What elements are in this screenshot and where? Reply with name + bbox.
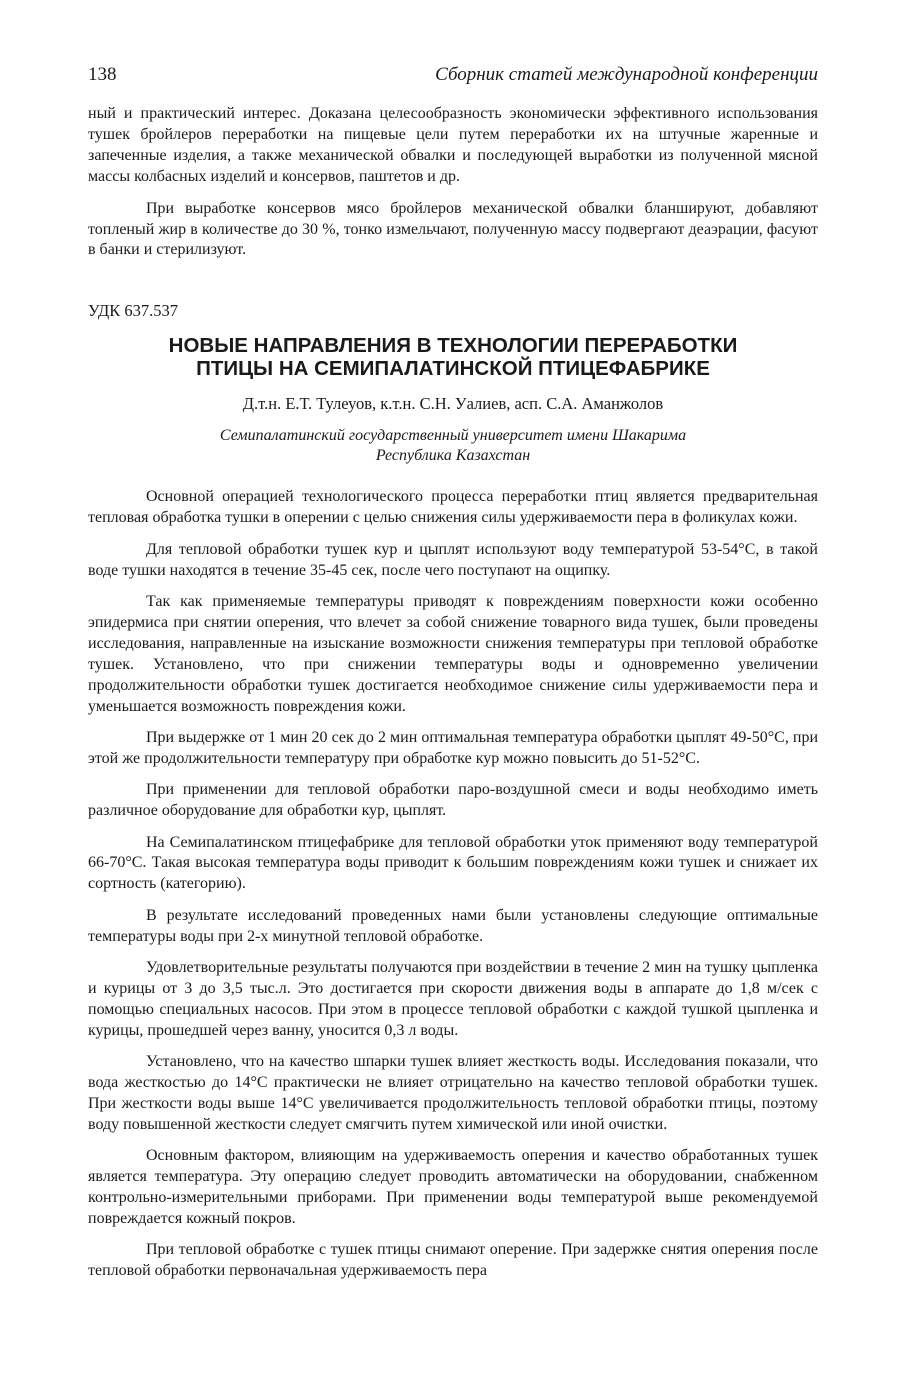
body-paragraph: Основным фактором, влияющим на удерживаемость оперения и качество обработанных тушек является температура. Эту операцию следует проводить автоматически на оборудовании, снабженном контрольно-измерительными приборами. При применении воды температурой выше рекомендуемой повреждается кожный покров. (88, 1147, 818, 1228)
body-paragraph: Удовлетворительные результаты получаются при воздействии в течение 2 мин на тушку цыпленка и курицы от 3 до 3,5 тыс.л. Это достигается при скорости движения воды в аппарате до 1,8 м/сек с помощью специальных насосов. При этом в процессе тепловой обработки с каждой тушкой цыпленка и курицы, прошедшей через ванну, уносится 0,3 л воды. (88, 959, 818, 1039)
body-paragraph: В результате исследований проведенных нами были установлены следующие оптимальные температуры воды при 2-х минутной тепловой обработке. (88, 906, 818, 945)
intro-paragraph: При выработке консервов мясо бройлеров механической обвалки бланшируют, добавляют топленый жир в количестве до 30 %, тонко измельчают, полученную массу подвергают деаэрации, фасуют в банки и стерилизуют. (88, 199, 818, 259)
body-paragraph: При выдержке от 1 мин 20 сек до 2 мин оптимальная температура обработки цыплят 49-50°С, при этой же продолжительности температуру при обработке кур можно повысить до 51-52°С. (88, 728, 818, 767)
intro-paragraph: ный и практический интерес. Доказана целесообразность экономически эффективного использования тушек бройлеров переработки на пищевые цели путем переработки их на штучные жаренные и запеченные изделия, а также механической обвалки и последующей выработки из полученной мясной массы колбасных изделий и консервов, паштетов и др. (88, 105, 818, 185)
article-authors: Д.т.н. Е.Т. Тулеуов, к.т.н. С.Н. Уалиев, асп. С.А. Аманжолов (242, 394, 664, 414)
affiliation-line: Республика Казахстан (375, 447, 531, 465)
article-title-line: ПТИЦЫ НА СЕМИПАЛАТИНСКОЙ ПТИЦЕФАБРИКЕ (196, 357, 710, 381)
article-title (88, 334, 818, 380)
running-header (88, 62, 818, 88)
page-number: 138 (88, 64, 117, 85)
body-paragraph: Установлено, что на качество шпарки тушек влияет жесткость воды. Исследования показали, что вода жесткостью до 14°С практически не влияет отрицательно на качество тепловой обработки тушек. При жесткости воды выше 14°С увеличивается продолжительность тепловой обработки птицы, поэтому воду повышенной жесткости следует смягчить путем химической или иной очистки. (88, 1053, 818, 1133)
document-page (88, 62, 818, 1282)
body-paragraph: При применении для тепловой обработки паро-воздушной смеси и воды необходимо иметь различное оборудование для обработки кур, цыплят. (88, 781, 818, 820)
article-title-line: НОВЫЕ НАПРАВЛЕНИЯ В ТЕХНОЛОГИИ ПЕРЕРАБОТКИ (168, 334, 738, 358)
intro-section (88, 104, 818, 261)
body-paragraph: На Семипалатинском птицефабрике для тепловой обработки уток применяют воду температурой 66-70°С. Такая высокая температура воды приводит к большим повреждениям кожи тушек и снижает их сортность (категорию). (88, 833, 818, 893)
article-affiliation (88, 426, 818, 466)
article-body (88, 487, 818, 1282)
body-paragraph: Так как применяемые температуры приводят к повреждениям поверхности кожи особенно эпидермиса при снятии оперения, что влечет за собой снижение товарного вида тушек, были проведены исследования, направленные на изыскание возможности снижения температуры при тепловой обработке тушек. Установлено, что при снижении температуры воды и одновременно увеличении продолжительности обработки тушек достигается необходимое снижение силы удерживаемости пера и уменьшается возможность повреждения кожи. (88, 592, 818, 715)
journal-title: Сборник статей международной конференции (435, 64, 818, 85)
body-paragraph: При тепловой обработке с тушек птицы снимают оперение. При задержке снятия оперения после тепловой обработки первоначальная удерживаемость пера (88, 1241, 818, 1280)
udk-code: УДК 637.537 (88, 301, 179, 321)
affiliation-line: Семипалатинский государственный университет имени Шакарима (219, 427, 687, 445)
body-paragraph: Для тепловой обработки тушек кур и цыплят используют воду температурой 53-54°С, в такой воде тушки находятся в течение 35-45 сек, после чего поступают на ощипку. (88, 540, 818, 579)
body-paragraph: Основной операцией технологического процесса переработки птиц является предварительная тепловая обработка тушки в оперении с целью снижения силы удерживаемости пера в фоликулах кожи. (88, 488, 818, 527)
